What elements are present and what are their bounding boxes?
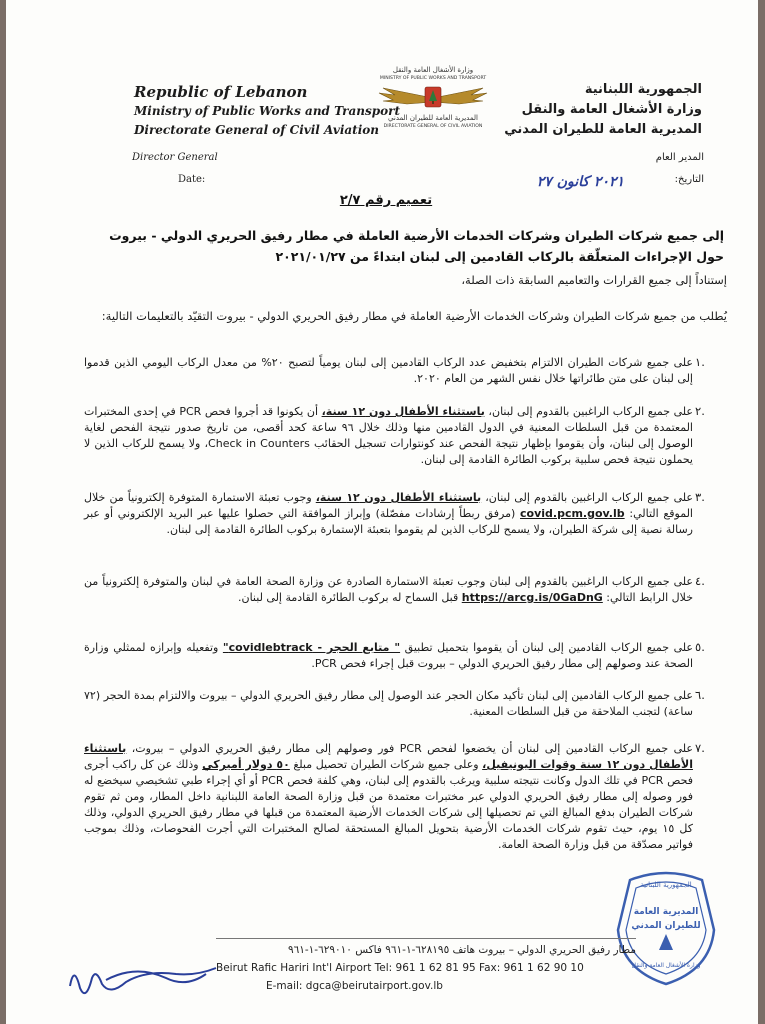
footer-divider — [216, 938, 636, 939]
director-label-en: Director General — [132, 152, 218, 163]
item-amount: ٥٠ دولار أميركي — [202, 758, 290, 771]
instruction-item-3 — [84, 490, 717, 582]
logo-top-ar: وزارة الأشغال العامة والنقل — [392, 66, 474, 74]
date-label-en: Date: — [178, 174, 206, 185]
header-directorate-en: Directorate General of Civil Aviation — [134, 123, 379, 137]
item-number: ١. — [695, 355, 705, 369]
item-text — [84, 404, 693, 468]
item-text-part: على جميع الركاب الراغبين بالقدوم إلى لبنان، — [481, 491, 693, 504]
handwritten-date: ٢٠٢١ كانون ٢٧ — [536, 174, 624, 190]
item-text-part: وذلك عن كل راكب أجرى فحص PCR في تلك الدول وكانت نتيجته سلبية ويرغب بالقدوم إلى لبنان، وهي كلفة فحص PCR أو أي إجراء طبي تشخيصي سيخضع له فور وصوله إلى مطار رفيق الحريري الدولي عبر مختبرات معتمدة من قبل وزارة الصحة العامة اللبنانية داخل المطار، ومن ثم تقوم شركات الطيران بدفع المبالغ التي تم تحصيلها إلى شركات الخدمات الأرضية المعتمدة من قبلها في مطار رفيق الحريري الدولي، وذلك كل ١٥ يوم، حيث تقوم شركات الخدمات الأرضية بتحويل المبالغ المستحقة لصالح المختبرات التي أجرت الفحوصات، وذلك بموجب فواتير مصدّقة من قبل وزارة الصحة العامة. — [84, 758, 693, 851]
header-country-ar: الجمهورية اللبنانية — [584, 82, 702, 97]
item-text: على جميع شركات الطيران الالتزام بتخفيض عدد الركاب القادمين إلى لبنان يومياً لتصبح ٢٠% من معدل الركاب اليومي الذين قدموا إلى لبنان على متن طائراتها خلال نفس الشهر من العام ٢٠٢٠. — [84, 356, 693, 385]
moph-form-link[interactable]: https://arcg.is/0GaDnG — [461, 591, 603, 604]
logo-bottom-en: DIRECTORATE GENERAL OF CIVIL AVIATION — [383, 124, 483, 129]
item-text-part: على جميع الركاب القادمين إلى لبنان أن يخضعوا لفحص PCR فور وصولهم إلى مطار رفيق الحريري الدولي – بيروت، — [126, 742, 693, 755]
item-text-part: على جميع الركاب الراغبين بالقدوم إلى لبنان، — [484, 405, 693, 418]
intro-paragraph: إستناداً إلى جميع القرارات والتعاميم السابقة ذات الصلة، — [461, 273, 727, 287]
subject — [109, 225, 724, 267]
stamp-top-text: الجمهورية اللبنانية — [640, 881, 692, 889]
item-text-part: (مرفق ربطاً إرشادات مفصّلة) وإبراز الموافقة التي حصلوا عليها عبر البريد الإلكتروني أو عبر رسالة نصية إلى شركة الطيران، ولا يسمح للركاب الذين لم يقوموا بتعبئة الإستمارة بركوب الطائرة القادمة إلى لبنان. — [84, 507, 693, 536]
document-page — [6, 0, 758, 1024]
item-number: ٥. — [695, 640, 705, 654]
cedar-icon — [659, 934, 673, 950]
item-emphasis: باستثناء الأطفال دون ١٢ سنة وقوات اليونيفيل، — [84, 742, 693, 771]
header-ministry-en: Ministry of Public Works and Transport — [134, 104, 401, 118]
request-paragraph: يُطلب من جميع شركات الطيران وشركات الخدمات الأرضية العاملة في مطار رفيق الحريري الدولي - بيروت التقيّد بالتعليمات التالية: — [101, 309, 727, 323]
item-emphasis: " متابع الحجر - covidlebtrack" — [222, 641, 401, 654]
covid-form-link[interactable]: covid.pcm.gov.lb — [520, 507, 625, 520]
subject-line-2: حول الإجراءات المتعلّقة بالركاب القادمين إلى لبنان ابتداءً من ٢٠٢١/٠١/٢٧ — [275, 249, 724, 264]
item-text-part: وتفعيله وإبرازه لممثلي وزارة الصحة عند وصولهم إلى مطار رفيق الحريري الدولي – بيروت قبل إجراء فحص PCR. — [84, 641, 693, 670]
item-text: على جميع الركاب القادمين إلى لبنان تأكيد مكان الحجر عند الوصول إلى مطار رفيق الحريري الدولي – بيروت والالتزام بمدة الحجر (٧٢ ساعة) لتجنب الملاحقة من قبل السلطات المعنية. — [84, 689, 693, 718]
subject-line-1: إلى جميع شركات الطيران وشركات الخدمات الأرضية العاملة في مطار رفيق الحريري الدولي - بيروت — [109, 228, 724, 243]
footer-arabic: مطار رفيق الحريري الدولي – بيروت هاتف ٦٢٨١٩٥-١-٩٦١ فاكس ٦٢٩٠١٠-١-٩٦١ — [287, 944, 636, 956]
director-label-ar: المدير العام — [655, 152, 704, 163]
item-text — [84, 490, 693, 538]
header-arabic — [432, 80, 702, 140]
instruction-item-7 — [84, 741, 717, 881]
item-number: ٤. — [695, 574, 705, 588]
header-english — [134, 82, 401, 140]
item-text-part: على جميع الركاب القادمين إلى لبنان أن يقوموا بتحميل تطبيق — [400, 641, 693, 654]
item-text-part: قبل السماح له بركوب الطائرة القادمة إلى لبنان. — [238, 591, 462, 604]
item-text — [84, 574, 693, 606]
stamp-center-line2: للطيران المدني — [631, 921, 701, 931]
item-text-part: وجوب تعبئة الاستمارة المتوفرة إلكترونياً من خلال الموقع التالي: — [84, 491, 693, 520]
logo-top-en: MINISTRY OF PUBLIC WORKS AND TRANSPORT — [379, 76, 487, 81]
item-number: ٣. — [695, 490, 705, 504]
signature-icon — [66, 944, 226, 1004]
stamp-center-line1: المديرية العامة — [633, 907, 699, 917]
instruction-item-2 — [84, 404, 717, 496]
item-number: ٢. — [695, 404, 705, 418]
item-number: ٧. — [695, 741, 705, 755]
header-directorate-ar: المديرية العامة للطيران المدني — [504, 122, 702, 137]
item-text — [84, 640, 693, 672]
footer-email: E-mail: dgca@beirutairport.gov.lb — [266, 980, 443, 992]
item-emphasis: باستثناء الأطفال دون ١٢ سنة، — [315, 491, 482, 504]
date-label-ar: التاريخ: — [674, 174, 704, 185]
logo-bottom-ar: المديرية العامة للطيران المدني — [388, 114, 478, 122]
stamp-bottom-text: وزارة الأشغال العامة والنقل — [631, 962, 701, 969]
item-text-part: على جميع الركاب الراغبين بالقدوم إلى لبنان وجوب تعبئة الاستمارة الصادرة عن وزارة الصحة العامة في لبنان والمتوفرة إلكترونياً من خلال الرابط التالي: — [84, 575, 693, 604]
item-number: ٦. — [695, 688, 705, 702]
circular-title: تعميم رقم ٢/٧ — [339, 193, 433, 208]
item-text — [84, 741, 693, 853]
item-text-part: وعلى جميع شركات الطيران تحصيل مبلغ — [289, 758, 483, 771]
header-ministry-ar: وزارة الأشغال العامة والنقل — [521, 102, 702, 117]
header-country-en: Republic of Lebanon — [134, 83, 308, 101]
footer-contact: Beirut Rafic Hariri Int'l Airport Tel: 961 1 62 81 95 Fax: 961 1 62 90 10 — [216, 962, 584, 974]
item-emphasis: باستثناء الأطفال دون ١٢ سنة، — [321, 405, 485, 418]
item-text-part: أن يكونوا قد أجروا فحص PCR في إحدى المختبرات المعتمدة من قبل السلطات المعنية في الدول القادمين منها وذلك خلال ٩٦ ساعة كحد أقصى، من تاريخ صدور نتيجة الفحص لغاية الوصول إلى لبنان، وأن يقوموا بإظهار نتيجة الفحص عند كونتوارات تسجيل الحقائب Check in Counters، ولا يسمح للركاب الذين لا يحملون نتيجة فحص سلبية بركوب الطائرة القادمة إلى لبنان. — [84, 405, 693, 466]
